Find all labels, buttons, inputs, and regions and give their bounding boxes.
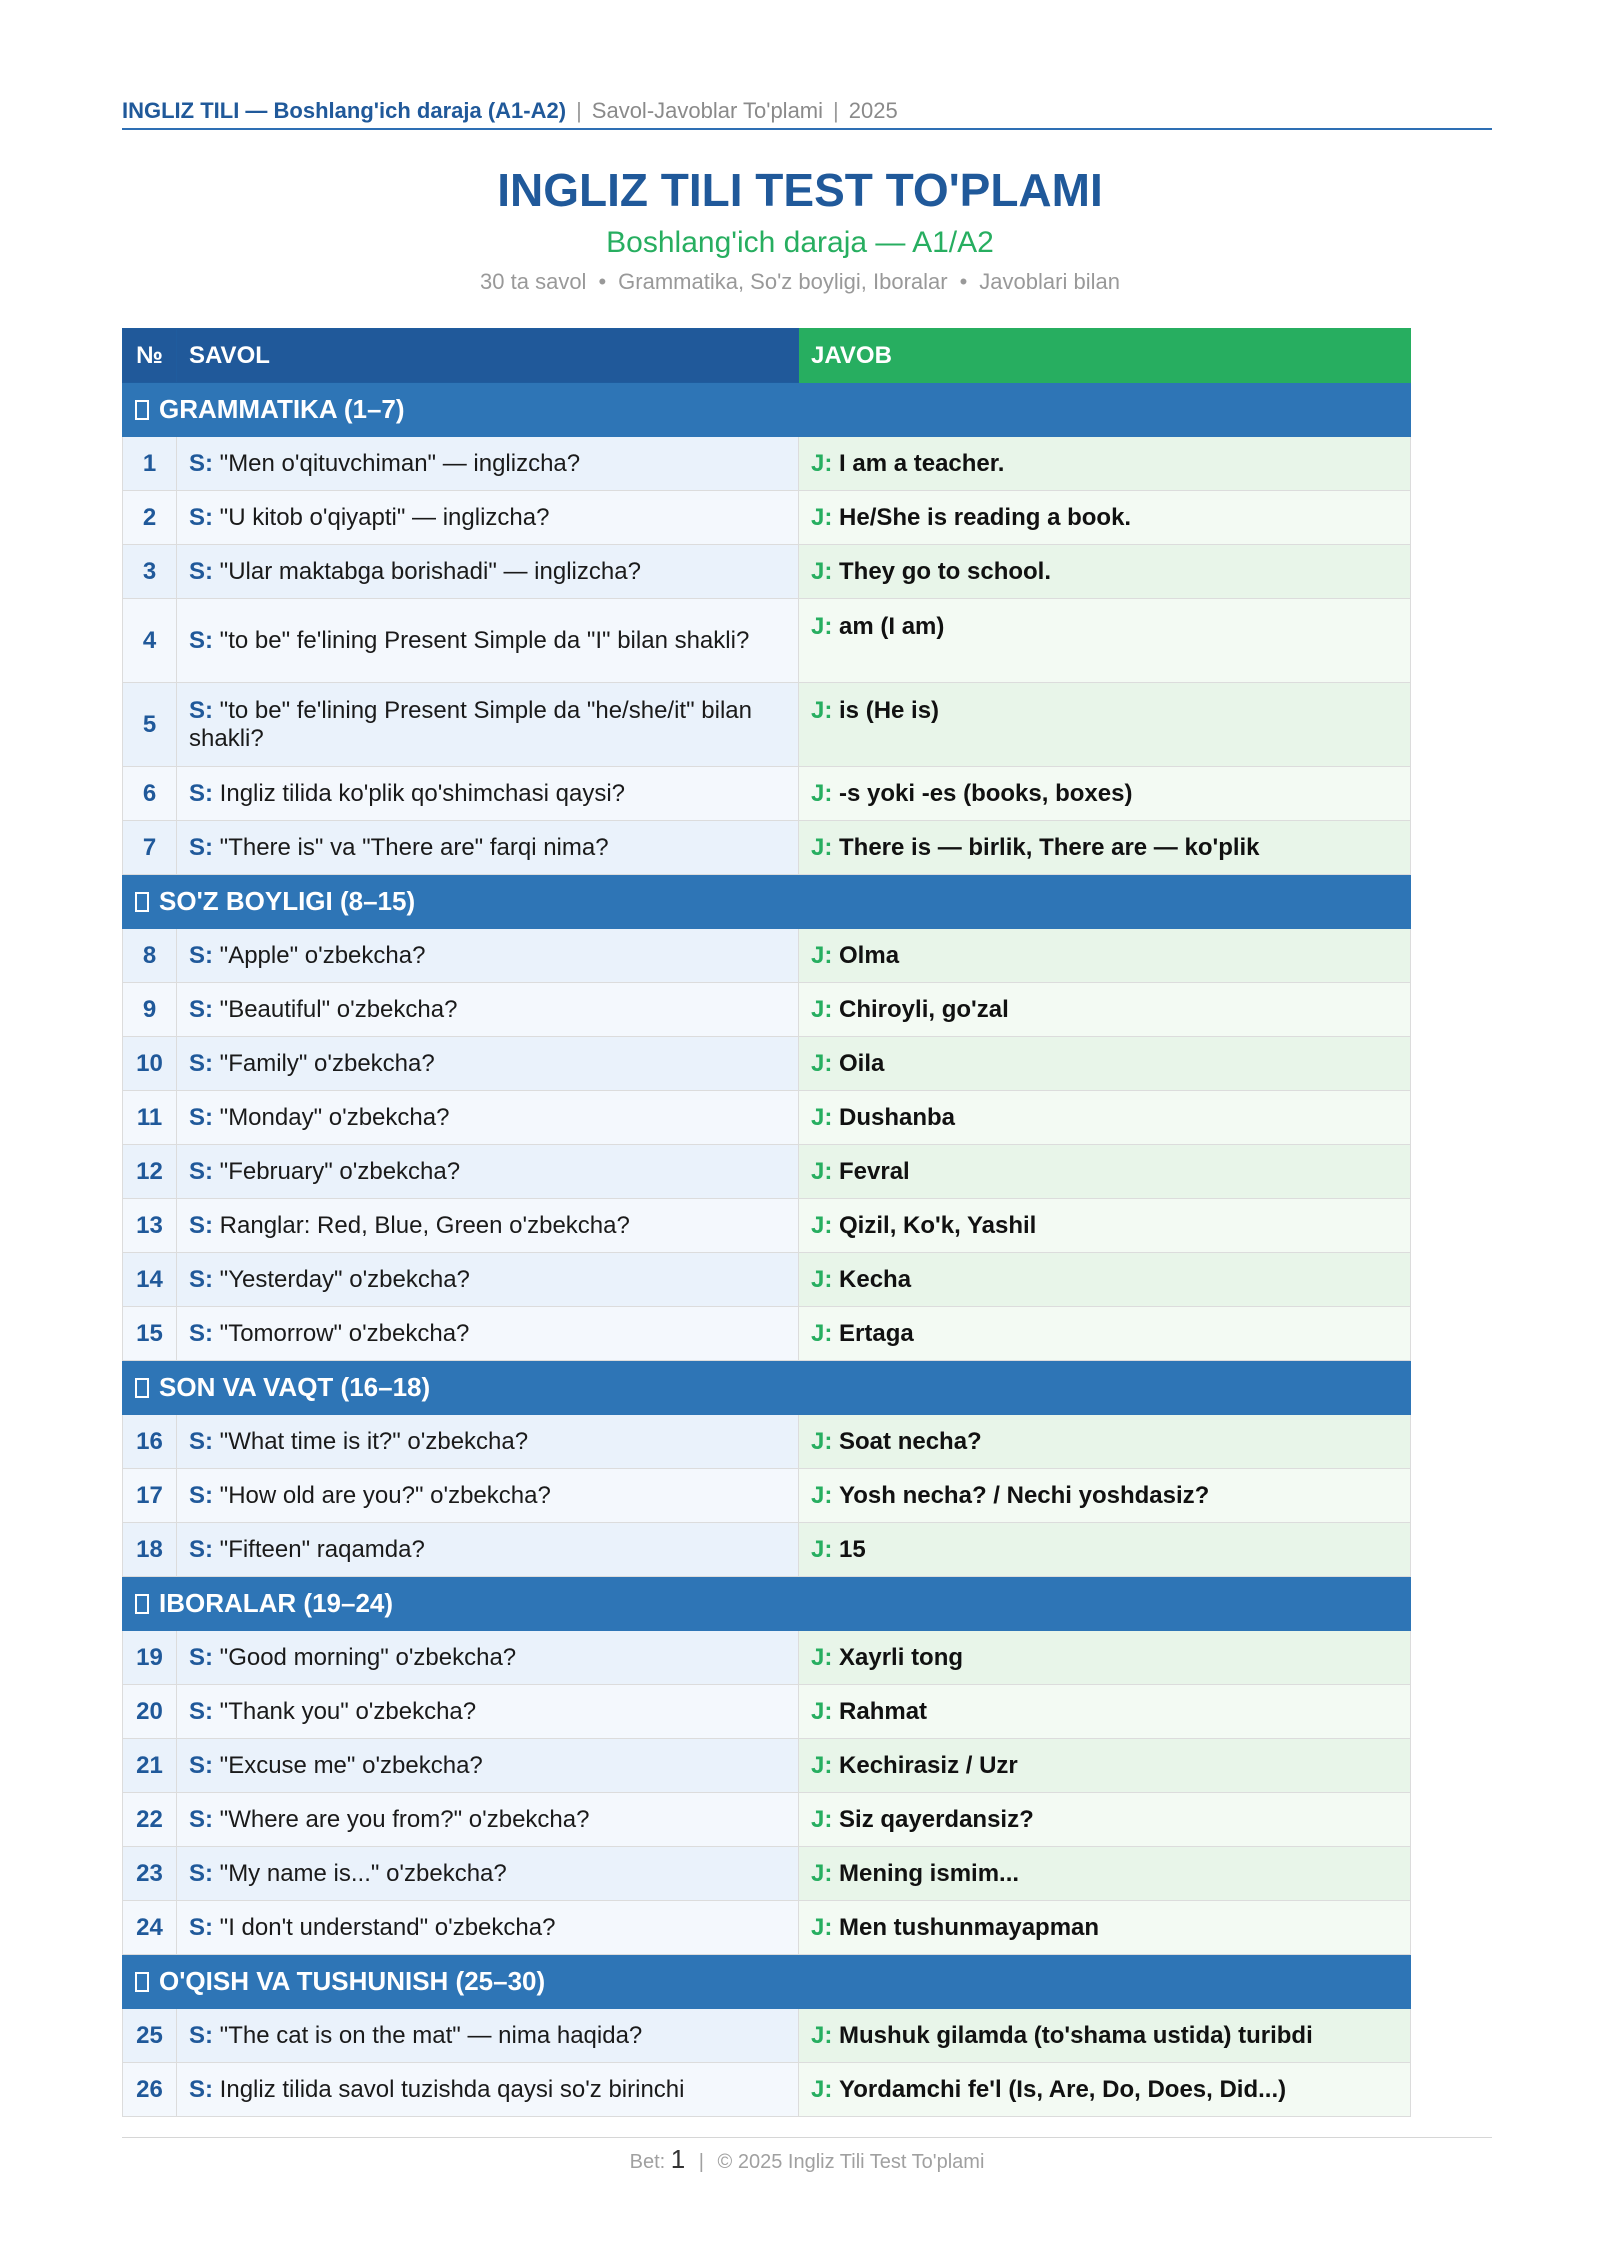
question-text: "The cat is on the mat" — nima haqida?: [219, 2021, 643, 2049]
answer-prefix: J:: [811, 1427, 833, 1455]
answer-cell: [799, 1037, 1411, 1091]
answer-prefix: J:: [811, 2021, 833, 2049]
answer-prefix: J:: [811, 1319, 833, 1347]
answer-text: Siz qayerdansiz?: [839, 1805, 1034, 1833]
answer-text: Dushanba: [839, 1103, 956, 1131]
question-prefix: S:: [189, 941, 213, 969]
table-row: [123, 1793, 1411, 1847]
answer-prefix: J:: [811, 449, 833, 477]
footer-page-number: 1: [670, 2144, 686, 2174]
question-prefix: S:: [189, 1049, 213, 1077]
qa-table: [122, 328, 1411, 2117]
table-body: [123, 383, 1411, 2117]
footer-page-label: Bet:: [629, 2151, 666, 2173]
answer-text: Oila: [839, 1049, 885, 1077]
question-text: "February" o'zbekcha?: [219, 1157, 461, 1185]
question-prefix: S:: [189, 1211, 213, 1239]
question-text: "Yesterday" o'zbekcha?: [219, 1265, 470, 1293]
question-prefix: S:: [189, 557, 213, 585]
section-icon: [135, 1594, 149, 1614]
answer-text: 15: [839, 1535, 866, 1563]
header-year: 2025: [848, 98, 898, 123]
question-text: "My name is..." o'zbekcha?: [219, 1859, 507, 1887]
answer-cell: [799, 1523, 1411, 1577]
question-text: Ingliz tilida savol tuzishda qaysi so'z birinchi: [219, 2075, 685, 2103]
question-text: Ranglar: Red, Blue, Green o'zbekcha?: [219, 1211, 630, 1239]
table-header-row: [123, 329, 1411, 383]
question-prefix: S:: [189, 1427, 213, 1455]
table-row: [123, 2063, 1411, 2117]
question-text: "U kitob o'qiyapti" — inglizcha?: [219, 503, 550, 531]
row-number: 20: [123, 1685, 177, 1739]
section-cell: [123, 383, 1411, 437]
section-title: SON VA VAQT (16–18): [159, 1372, 431, 1402]
table-row: [123, 437, 1411, 491]
answer-text: Soat necha?: [839, 1427, 982, 1455]
question-prefix: S:: [189, 1805, 213, 1833]
answer-cell: [799, 1253, 1411, 1307]
answer-prefix: J:: [811, 1049, 833, 1077]
answer-cell: [799, 1199, 1411, 1253]
question-cell: [177, 683, 799, 767]
footer-copyright: © 2025 Ingliz Tili Test To'plami: [717, 2151, 985, 2173]
question-text: "There is" va "There are" farqi nima?: [219, 833, 609, 861]
answer-text: Xayrli tong: [839, 1643, 964, 1671]
table-row: [123, 683, 1411, 767]
table-row: [123, 599, 1411, 683]
row-number: 8: [123, 929, 177, 983]
answer-text: I am a teacher.: [839, 449, 1005, 477]
column-header-question: SAVOL: [177, 329, 799, 383]
row-number: 15: [123, 1307, 177, 1361]
question-cell: [177, 929, 799, 983]
question-text: "Family" o'zbekcha?: [219, 1049, 435, 1077]
question-cell: [177, 491, 799, 545]
section-icon: [135, 1972, 149, 1992]
table-row: [123, 1631, 1411, 1685]
answer-prefix: J:: [811, 833, 833, 861]
table-row: [123, 2009, 1411, 2063]
answer-prefix: J:: [811, 503, 833, 531]
answer-cell: [799, 929, 1411, 983]
question-cell: [177, 437, 799, 491]
question-cell: [177, 1631, 799, 1685]
question-prefix: S:: [189, 2075, 213, 2103]
question-cell: [177, 1307, 799, 1361]
answer-text: Ertaga: [839, 1319, 914, 1347]
section-title: SO'Z BOYLIGI (8–15): [159, 886, 416, 916]
question-prefix: S:: [189, 1535, 213, 1563]
answer-prefix: J:: [811, 1265, 833, 1293]
row-number: 7: [123, 821, 177, 875]
answer-prefix: J:: [811, 1535, 833, 1563]
question-cell: [177, 1145, 799, 1199]
table-row: [123, 1307, 1411, 1361]
answer-prefix: J:: [811, 1157, 833, 1185]
question-prefix: S:: [189, 1913, 213, 1941]
section-cell: [123, 1577, 1411, 1631]
table-row: [123, 1901, 1411, 1955]
answer-text: Rahmat: [839, 1697, 928, 1725]
question-text: "Monday" o'zbekcha?: [219, 1103, 450, 1131]
row-number: 11: [123, 1091, 177, 1145]
answer-text: Kecha: [839, 1265, 912, 1293]
question-cell: [177, 983, 799, 1037]
section-row: [123, 1955, 1411, 2009]
header-collection: Savol-Javoblar To'plami: [591, 98, 824, 123]
row-number: 19: [123, 1631, 177, 1685]
question-cell: [177, 2009, 799, 2063]
question-text: "What time is it?" o'zbekcha?: [219, 1427, 529, 1455]
question-text: "Thank you" o'zbekcha?: [219, 1697, 477, 1725]
question-cell: [177, 1523, 799, 1577]
question-cell: [177, 599, 799, 683]
question-text: "Good morning" o'zbekcha?: [219, 1643, 517, 1671]
header-brand: INGLIZ TILI — Boshlang'ich daraja (A1-A2): [122, 98, 567, 123]
meta-bullet: •: [959, 269, 968, 294]
section-title: IBORALAR (19–24): [159, 1588, 394, 1618]
answer-prefix: J:: [811, 697, 833, 724]
answer-text: Chiroyli, go'zal: [839, 995, 1009, 1023]
answer-cell: [799, 821, 1411, 875]
question-cell: [177, 1847, 799, 1901]
section-title: O'QISH VA TUSHUNISH (25–30): [159, 1966, 546, 1996]
page-footer: [122, 2137, 1492, 2177]
table-row: [123, 1523, 1411, 1577]
answer-text: am (I am): [839, 613, 945, 640]
row-number: 3: [123, 545, 177, 599]
question-text: "Tomorrow" o'zbekcha?: [219, 1319, 470, 1347]
meta-topics: Grammatika, So'z boyligi, Iboralar: [618, 269, 948, 294]
header-separator: |: [833, 98, 839, 123]
answer-cell: [799, 1847, 1411, 1901]
question-text: "How old are you?" o'zbekcha?: [219, 1481, 551, 1509]
question-cell: [177, 1793, 799, 1847]
answer-cell: [799, 1415, 1411, 1469]
question-cell: [177, 1091, 799, 1145]
answer-cell: [799, 2009, 1411, 2063]
question-prefix: S:: [189, 995, 213, 1023]
question-text: "Fifteen" raqamda?: [219, 1535, 425, 1563]
question-prefix: S:: [189, 1103, 213, 1131]
table-row: [123, 1199, 1411, 1253]
answer-cell: [799, 1901, 1411, 1955]
row-number: 18: [123, 1523, 177, 1577]
question-text: "to be" fe'lining Present Simple da "I" bilan shakli?: [219, 626, 750, 654]
question-cell: [177, 1415, 799, 1469]
row-number: 24: [123, 1901, 177, 1955]
page-subtitle: Boshlang'ich daraja — A1/A2: [606, 226, 994, 259]
question-cell: [177, 2063, 799, 2117]
section-icon: [135, 892, 149, 912]
answer-text: Mening ismim...: [839, 1859, 1020, 1887]
answer-text: -s yoki -es (books, boxes): [839, 779, 1133, 807]
answer-cell: [799, 2063, 1411, 2117]
row-number: 5: [123, 683, 177, 767]
answer-prefix: J:: [811, 941, 833, 969]
answer-text: Kechirasiz / Uzr: [839, 1751, 1018, 1779]
answer-prefix: J:: [811, 1751, 833, 1779]
column-header-answer: JAVOB: [799, 329, 1411, 383]
question-text: "to be" fe'lining Present Simple da "he/she/it" bilan shakli?: [189, 696, 752, 752]
question-cell: [177, 1685, 799, 1739]
answer-cell: [799, 1307, 1411, 1361]
section-row: [123, 1577, 1411, 1631]
section-icon: [135, 1378, 149, 1398]
answer-text: Olma: [839, 941, 900, 969]
question-prefix: S:: [189, 1751, 213, 1779]
question-prefix: S:: [189, 833, 213, 861]
row-number: 17: [123, 1469, 177, 1523]
question-cell: [177, 1037, 799, 1091]
meta-bullet: •: [598, 269, 607, 294]
section-row: [123, 875, 1411, 929]
row-number: 16: [123, 1415, 177, 1469]
answer-text: Mushuk gilamda (to'shama ustida) turibdi: [839, 2021, 1313, 2049]
column-header-number: №: [123, 329, 177, 383]
answer-cell: [799, 1685, 1411, 1739]
question-prefix: S:: [189, 1859, 213, 1887]
row-number: 6: [123, 767, 177, 821]
answer-cell: [799, 1631, 1411, 1685]
answer-prefix: J:: [811, 613, 833, 640]
question-cell: [177, 545, 799, 599]
question-cell: [177, 767, 799, 821]
answer-text: They go to school.: [839, 557, 1052, 585]
question-prefix: S:: [189, 2021, 213, 2049]
row-number: 12: [123, 1145, 177, 1199]
question-prefix: S:: [189, 1481, 213, 1509]
row-number: 25: [123, 2009, 177, 2063]
answer-cell: [799, 437, 1411, 491]
question-prefix: S:: [189, 1697, 213, 1725]
answer-prefix: J:: [811, 1697, 833, 1725]
table-row: [123, 1415, 1411, 1469]
answer-prefix: J:: [811, 557, 833, 585]
answer-text: There is — birlik, There are — ko'plik: [839, 833, 1260, 861]
answer-cell: [799, 1793, 1411, 1847]
table-row: [123, 983, 1411, 1037]
answer-text: is (He is): [839, 697, 940, 724]
section-row: [123, 1361, 1411, 1415]
table-row: [123, 767, 1411, 821]
answer-prefix: J:: [811, 1643, 833, 1671]
answer-cell: [799, 1091, 1411, 1145]
table-row: [123, 821, 1411, 875]
row-number: 22: [123, 1793, 177, 1847]
answer-cell: [799, 1469, 1411, 1523]
question-text: "Apple" o'zbekcha?: [219, 941, 426, 969]
answer-prefix: J:: [811, 1211, 833, 1239]
table-row: [123, 1091, 1411, 1145]
table-row: [123, 1037, 1411, 1091]
answer-cell: [799, 1145, 1411, 1199]
question-cell: [177, 1199, 799, 1253]
table-row: [123, 1253, 1411, 1307]
row-number: 23: [123, 1847, 177, 1901]
section-cell: [123, 875, 1411, 929]
footer-separator: |: [698, 2151, 704, 2173]
answer-cell: [799, 767, 1411, 821]
table-row: [123, 1469, 1411, 1523]
meta-answers: Javoblari bilan: [979, 269, 1120, 294]
section-cell: [123, 1955, 1411, 2009]
meta-count: 30 ta savol: [480, 269, 587, 294]
answer-prefix: J:: [811, 1859, 833, 1887]
table-row: [123, 1685, 1411, 1739]
question-text: Ingliz tilida ko'plik qo'shimchasi qaysi?: [219, 779, 626, 807]
row-number: 14: [123, 1253, 177, 1307]
answer-prefix: J:: [811, 779, 833, 807]
question-text: "Ular maktabga borishadi" — inglizcha?: [219, 557, 641, 585]
question-prefix: S:: [189, 1319, 213, 1347]
answer-cell: [799, 491, 1411, 545]
question-cell: [177, 1469, 799, 1523]
question-cell: [177, 1253, 799, 1307]
row-number: 4: [123, 599, 177, 683]
question-prefix: S:: [189, 503, 213, 531]
question-text: "Men o'qituvchiman" — inglizcha?: [219, 449, 581, 477]
answer-cell: [799, 545, 1411, 599]
section-title: GRAMMATIKA (1–7): [159, 394, 405, 424]
answer-cell: [799, 683, 1411, 767]
row-number: 26: [123, 2063, 177, 2117]
question-prefix: S:: [189, 1265, 213, 1293]
question-cell: [177, 821, 799, 875]
question-cell: [177, 1739, 799, 1793]
question-prefix: S:: [189, 626, 213, 654]
answer-prefix: J:: [811, 995, 833, 1023]
question-prefix: S:: [189, 449, 213, 477]
answer-text: Fevral: [839, 1157, 910, 1185]
section-row: [123, 383, 1411, 437]
question-text: "I don't understand" o'zbekcha?: [219, 1913, 556, 1941]
table-row: [123, 1739, 1411, 1793]
question-prefix: S:: [189, 1157, 213, 1185]
answer-prefix: J:: [811, 1481, 833, 1509]
row-number: 9: [123, 983, 177, 1037]
answer-prefix: J:: [811, 2075, 833, 2103]
question-prefix: S:: [189, 1643, 213, 1671]
row-number: 1: [123, 437, 177, 491]
table-row: [123, 545, 1411, 599]
question-text: "Beautiful" o'zbekcha?: [219, 995, 458, 1023]
question-prefix: S:: [189, 696, 213, 724]
question-prefix: S:: [189, 779, 213, 807]
section-cell: [123, 1361, 1411, 1415]
answer-text: Yosh necha? / Nechi yoshdasiz?: [839, 1481, 1210, 1509]
answer-text: Qizil, Ko'k, Yashil: [839, 1211, 1037, 1239]
page-title: INGLIZ TILI TEST TO'PLAMI: [497, 164, 1103, 216]
page-meta: [0, 265, 1600, 299]
answer-prefix: J:: [811, 1103, 833, 1131]
table-row: [123, 929, 1411, 983]
row-number: 21: [123, 1739, 177, 1793]
table-row: [123, 1847, 1411, 1901]
page-header: [122, 94, 1492, 130]
answer-text: Men tushunmayapman: [839, 1913, 1100, 1941]
table-row: [123, 1145, 1411, 1199]
answer-text: Yordamchi fe'l (Is, Are, Do, Does, Did...): [839, 2075, 1287, 2103]
question-text: "Where are you from?" o'zbekcha?: [219, 1805, 590, 1833]
answer-text: He/She is reading a book.: [839, 503, 1132, 531]
row-number: 10: [123, 1037, 177, 1091]
row-number: 13: [123, 1199, 177, 1253]
table-row: [123, 491, 1411, 545]
question-cell: [177, 1901, 799, 1955]
header-separator: |: [576, 98, 582, 123]
answer-cell: [799, 983, 1411, 1037]
answer-prefix: J:: [811, 1805, 833, 1833]
answer-prefix: J:: [811, 1913, 833, 1941]
answer-cell: [799, 1739, 1411, 1793]
answer-cell: [799, 599, 1411, 683]
section-icon: [135, 400, 149, 420]
question-text: "Excuse me" o'zbekcha?: [219, 1751, 483, 1779]
row-number: 2: [123, 491, 177, 545]
